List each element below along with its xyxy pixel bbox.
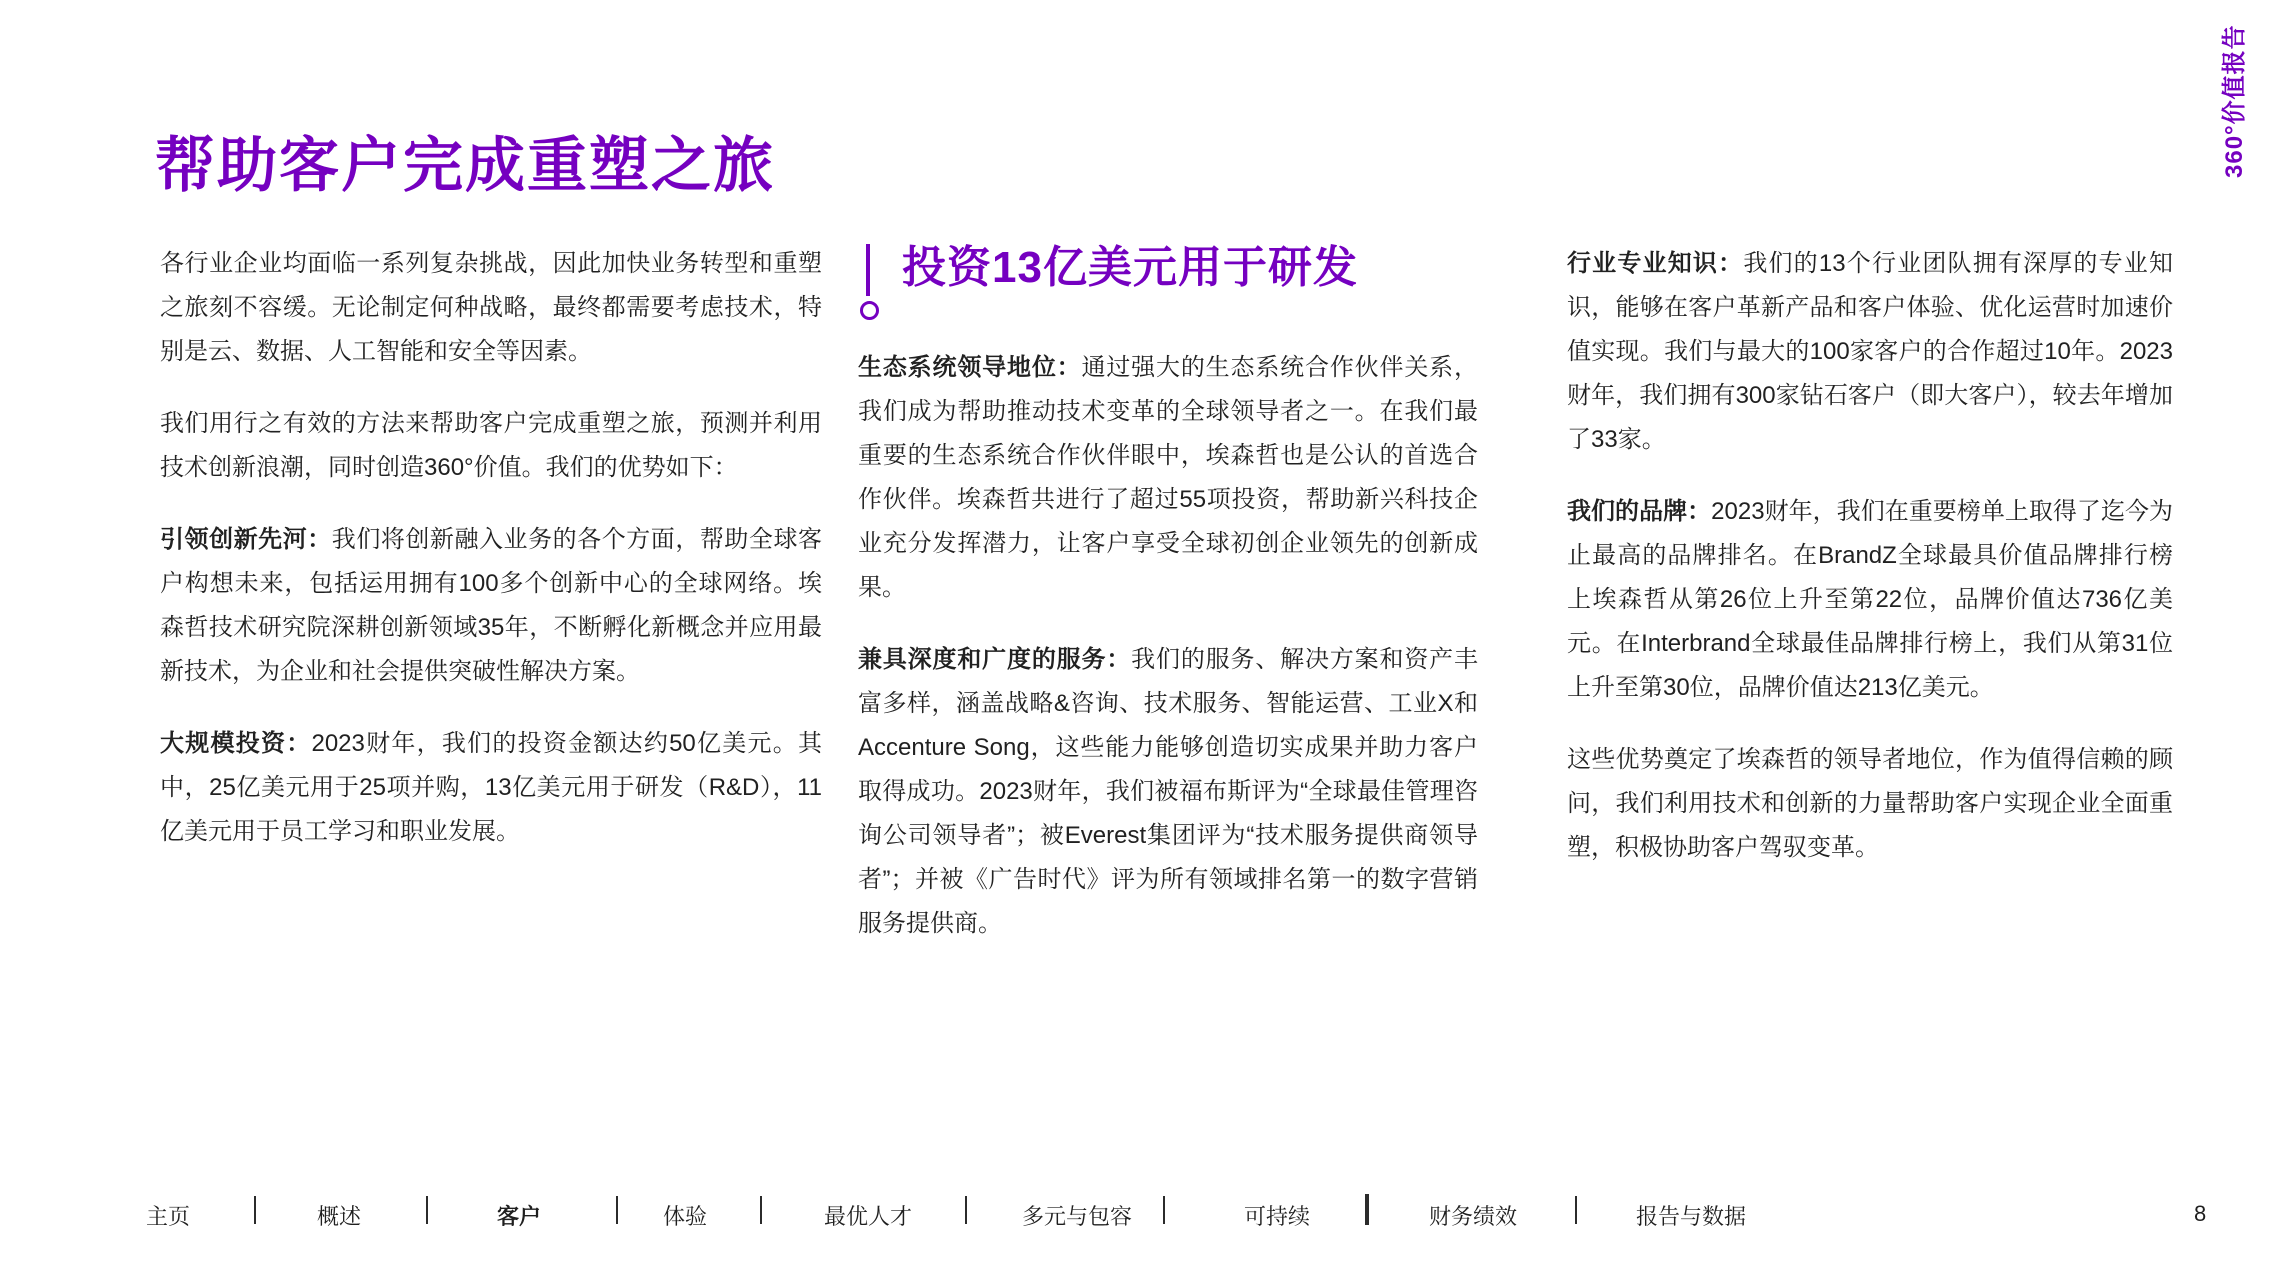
paragraph-lead: 引领创新先河：	[160, 526, 332, 553]
nav-separator	[1575, 1196, 1577, 1224]
paragraph-lead: 我们的品牌：	[1567, 498, 1712, 525]
nav-separator	[616, 1196, 618, 1224]
nav-separator	[1365, 1194, 1369, 1225]
nav-separator	[760, 1196, 762, 1224]
nav-item-talent[interactable]: 最优人才	[824, 1204, 913, 1229]
nav-separator	[1163, 1196, 1165, 1224]
nav-separator	[426, 1196, 428, 1224]
paragraph-text: 通过强大的生态系统合作伙伴关系，我们成为帮助推动技术变革的全球领导者之一。在我们最重要的生态系统合作伙伴眼中，埃森哲也是公认的首选合作伙伴。埃森哲共进行了超过55项投资，帮助新兴科技企业充分发挥潜力，让客户享受全球初创企业领先的创新成果。	[858, 354, 1478, 601]
nav-separator	[965, 1196, 967, 1224]
side-label-report-name: 360°价值报告	[2221, 24, 2248, 178]
paragraph-text: 我们用行之有效的方法来帮助客户完成重塑之旅，预测并利用技术创新浪潮，同时创造360°价值。我们的优势如下：	[160, 410, 822, 481]
paragraph-text: 2023财年，我们在重要榜单上取得了迄今为止最高的品牌排名。在BrandZ全球最具价值品牌排行榜上埃森哲从第26位上升至第22位，品牌价值达736亿美元。在Interbrand全球最佳品牌排行榜上，我们从第31位上升至第30位，品牌价值达213亿美元。	[1567, 498, 2174, 701]
nav-item-clients[interactable]: 客户	[497, 1204, 542, 1229]
paragraph-text: 我们的13个行业团队拥有深厚的专业知识，能够在客户革新产品和客户体验、优化运营时加速价值实现。我们与最大的100家客户的合作超过10年。2023财年，我们拥有300家钻石客户（即大客户），较去年增加了33家。	[1567, 250, 2173, 453]
paragraph-lead: 生态系统领导地位：	[858, 354, 1082, 381]
nav-item-home[interactable]: 主页	[146, 1204, 191, 1229]
nav-item-overview[interactable]: 概述	[317, 1204, 362, 1229]
nav-item-financials[interactable]: 财务绩效	[1429, 1204, 1518, 1229]
paragraph-text: 各行业企业均面临一系列复杂挑战，因此加快业务转型和重塑之旅刻不容缓。无论制定何种战略，最终都需要考虑技术，特别是云、数据、人工智能和安全等因素。	[160, 250, 822, 365]
nav-item-experiences[interactable]: 体验	[663, 1204, 708, 1229]
paragraph-text: 我们将创新融入业务的各个方面，帮助全球客户构想未来，包括运用拥有100多个创新中心的全球网络。埃森哲技术研究院深耕创新领域35年，不断孵化新概念并应用最新技术，为企业和社会提供突破性解决方案。	[160, 526, 823, 685]
page-title: 帮助客户完成重塑之旅	[155, 132, 775, 199]
nav-item-reporting-data[interactable]: 报告与数据	[1636, 1204, 1747, 1229]
nav-item-inclusion-diversity[interactable]: 多元与包容	[1022, 1204, 1133, 1229]
paragraph-text: 2023财年，我们的投资金额达约50亿美元。其中，25亿美元用于25项并购，13亿美元用于研发（R&D），11亿美元用于员工学习和职业发展。	[160, 730, 822, 845]
nav-separator	[254, 1196, 256, 1224]
paragraph-text: 我们的服务、解决方案和资产丰富多样，涵盖战略&咨询、技术服务、智能运营、工业X和Accenture Song，这些能力能够创造切实成果并助力客户取得成功。2023财年，我们被福布斯评为“全球最佳管理咨询公司领导者”；被Everest集团评为“技术服务提供商领导者”；并被《广告时代》评为所有领域排名第一的数字营销服务提供商。	[858, 646, 1479, 937]
page-number: 8	[2194, 1201, 2207, 1226]
paragraph-text: 这些优势奠定了埃森哲的领导者地位，作为值得信赖的顾问，我们利用技术和创新的力量帮助客户实现企业全面重塑，积极协助客户驾驭变革。	[1567, 746, 2173, 861]
paragraph-lead: 兼具深度和广度的服务：	[858, 646, 1132, 673]
paragraph-lead: 大规模投资：	[160, 730, 312, 757]
paragraph-lead: 行业专业知识：	[1567, 250, 1744, 277]
section-heading: 投资13亿美元用于研发	[902, 243, 1358, 292]
nav-item-sustainability[interactable]: 可持续	[1244, 1204, 1311, 1229]
